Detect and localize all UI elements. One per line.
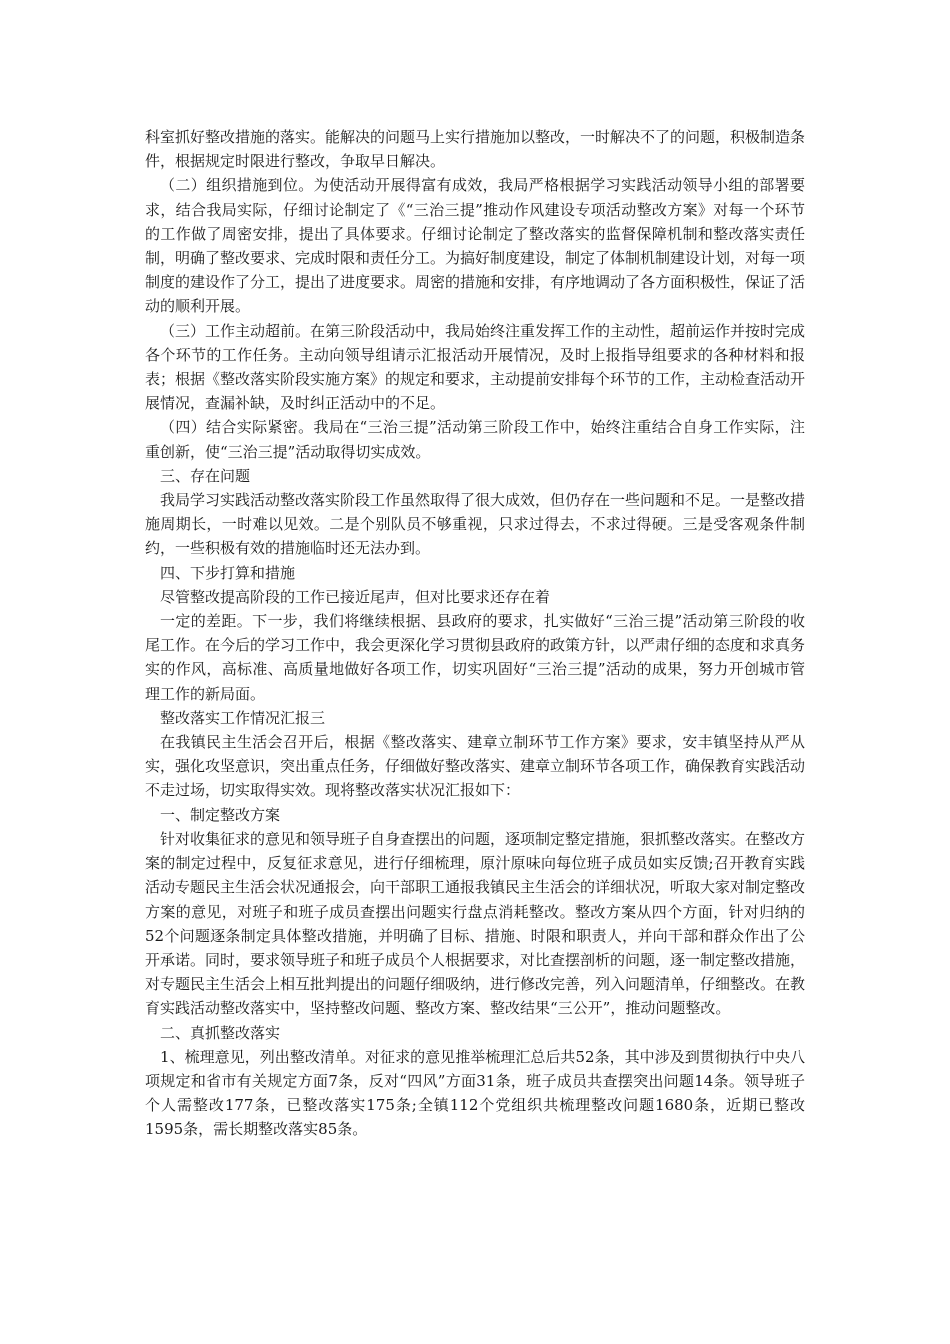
document-page — [145, 125, 805, 1142]
paragraph: 1、梳理意见，列出整改清单。对征求的意见推举梳理汇总后共52条，其中涉及到贯彻执行中央八项规定和省市有关规定方面7条，反对“四风”方面31条，班子成员共查摆突出问题14条。领导班子个人需整改177条，已整改落实175条;全镇112个党组织共梳理整改问题1680条，近期已整改1595条，需长期整改落实85条。 — [145, 1047, 805, 1139]
paragraph: 尽管整改提高阶段的工作已接近尾声，但对比要求还存在着 — [160, 587, 551, 606]
section-heading: 三、存在问题 — [160, 466, 251, 485]
section-heading: 一、制定整改方案 — [160, 805, 281, 824]
report-title: 整改落实工作情况汇报三 — [160, 708, 326, 727]
section-heading: 四、下步打算和措施 — [160, 563, 296, 582]
paragraph: 我局学习实践活动整改落实阶段工作虽然取得了很大成效，但仍存在一些问题和不足。一是整改措施周期长，一时难以见效。二是个别队员不够重视，只求过得去，不求过得硬。三是受客观条件制约，一些积极有效的措施临时还无法办到。 — [145, 491, 806, 558]
paragraph: （四）结合实际紧密。我局在“三治三提”活动第三阶段工作中，始终注重结合自身工作实际，注重创新，使“三治三提”活动取得切实成效。 — [145, 418, 805, 461]
paragraph: （二）组织措施到位。为使活动开展得富有成效，我局严格根据学习实践活动领导小组的部署要求，结合我局实际，仔细讨论制定了《“三治三提”推动作风建设专项活动整改方案》对每一个环节的工作做了周密安排，提出了具体要求。仔细讨论制定了整改落实的监督保障机制和整改落实责任制，明确了整改要求、完成时限和责任分工。为搞好制度建设，制定了体制机制建设计划，对每一项制度的建设作了分工，提出了进度要求。周密的措施和安排，有序地调动了各方面积极性，保证了活动的顺利开展。 — [145, 176, 806, 316]
paragraph: 科室抓好整改措施的落实。能解决的问题马上实行措施加以整改，一时解决不了的问题，积极制造条件，根据规定时限进行整改，争取早日解决。 — [145, 128, 806, 171]
section-heading: 二、真抓整改落实 — [160, 1023, 281, 1042]
paragraph: 在我镇民主生活会召开后，根据《整改落实、建章立制环节工作方案》要求，安丰镇坚持从严从实，强化攻坚意识，突出重点任务，仔细做好整改落实、建章立制环节各项工作，确保教育实践活动不走过场，切实取得实效。现将整改落实状况汇报如下： — [145, 733, 806, 800]
paragraph: （三）工作主动超前。在第三阶段活动中，我局始终注重发挥工作的主动性，超前运作并按时完成各个环节的工作任务。主动向领导组请示汇报活动开展情况，及时上报指导组要求的各种材料和报表；根据《整改落实阶段实施方案》的规定和要求，主动提前安排每个环节的工作，主动检查活动开展情况，查漏补缺，及时纠正活动中的不足。 — [145, 321, 806, 413]
paragraph: 针对收集征求的意见和领导班子自身查摆出的问题，逐项制定整定措施，狠抓整改落实。在整改方案的制定过程中，反复征求意见，进行仔细梳理，原汁原味向每位班子成员如实反馈;召开教育实践活动专题民主生活会状况通报会，向干部职工通报我镇民主生活会的详细状况，听取大家对制定整改方案的意见，对班子和班子成员查摆出问题实行盘点消耗整改。整改方案从四个方面，针对归纳的52个问题逐条制定具体整改措施，并明确了目标、措施、时限和职责人，并向干部和群众作出了公开承诺。同时，要求领导班子和班子成员个人根据要求，对比查摆剖析的问题，逐一制定整改措施，对专题民主生活会上相互批判提出的问题仔细吸纳，进行修改完善，列入问题清单，仔细整改。在教育实践活动整改落实中，坚持整改问题、整改方案、整改结果“三公开”，推动问题整改。 — [145, 829, 806, 1018]
paragraph: 一定的差距。下一步，我们将继续根据、县政府的要求，扎实做好“三治三提”活动第三阶段的收尾工作。在今后的学习工作中，我会更深化学习贯彻县政府的政策方针，以严肃仔细的态度和求真务实的作风，高标准、高质量地做好各项工作，切实巩固好“三治三提”活动的成果，努力开创城市管理工作的新局面。 — [145, 612, 806, 703]
